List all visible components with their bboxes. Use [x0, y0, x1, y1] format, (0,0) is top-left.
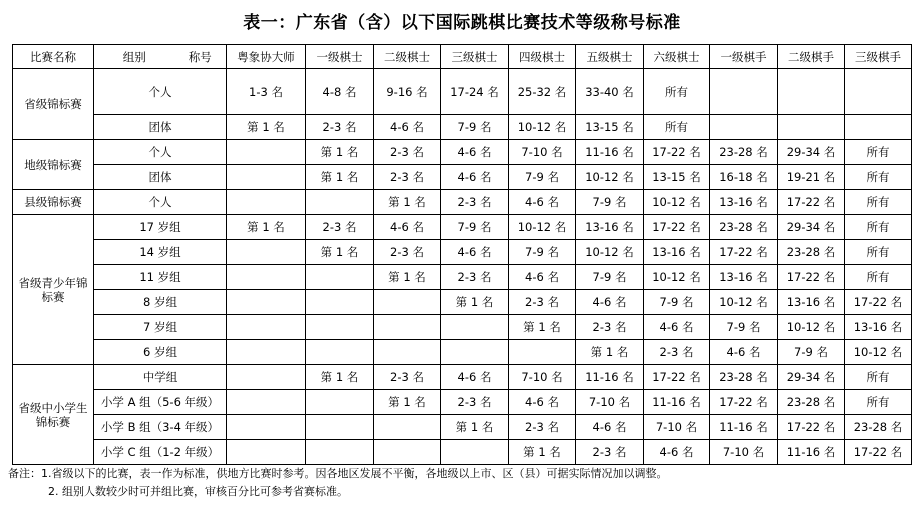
grade-cell: 4-6 名: [374, 115, 441, 140]
grade-cell: 29-34 名: [778, 215, 845, 240]
grade-standards-table: [12, 44, 912, 465]
grade-cell: 7-9 名: [644, 290, 710, 315]
grade-cell: [778, 69, 845, 115]
grade-cell: 33-40 名: [576, 69, 644, 115]
grade-cell: 第 1 名: [306, 365, 374, 390]
grade-cell: 第 1 名: [306, 240, 374, 265]
group-cell: 小学 C 组（1-2 年级）: [94, 440, 227, 465]
grade-cell: [374, 290, 441, 315]
table-row: [13, 315, 912, 340]
grade-cell: [374, 440, 441, 465]
header-cell: 一级棋士: [306, 45, 374, 69]
grade-cell: 2-3 名: [374, 140, 441, 165]
category-cell: 省级中小学生锦标赛: [13, 365, 94, 465]
header-cell: 比赛名称: [13, 45, 94, 69]
grade-cell: 2-3 名: [306, 215, 374, 240]
grade-cell: 10-12 名: [778, 315, 845, 340]
grade-cell: 10-12 名: [509, 115, 576, 140]
grade-cell: [227, 290, 306, 315]
table-row: [13, 440, 912, 465]
grade-cell: 2-3 名: [509, 415, 576, 440]
grade-cell: 7-9 名: [509, 240, 576, 265]
grade-cell: 4-6 名: [441, 140, 509, 165]
grade-cell: 23-28 名: [710, 365, 778, 390]
grade-cell: 第 1 名: [374, 390, 441, 415]
table-row: [13, 390, 912, 415]
grade-cell: [227, 415, 306, 440]
grade-cell: 17-22 名: [778, 190, 845, 215]
header-cell: 五级棋士: [576, 45, 644, 69]
grade-cell: [778, 115, 845, 140]
grade-cell: 7-10 名: [509, 140, 576, 165]
grade-cell: 2-3 名: [306, 115, 374, 140]
grade-cell: 17-22 名: [710, 390, 778, 415]
table-row: [13, 69, 912, 115]
grade-cell: 23-28 名: [710, 215, 778, 240]
grade-cell: 7-10 名: [644, 415, 710, 440]
grade-cell: 7-9 名: [576, 265, 644, 290]
group-cell: 个人: [94, 190, 227, 215]
grade-cell: 7-10 名: [576, 390, 644, 415]
grade-cell: 23-28 名: [710, 140, 778, 165]
group-cell: 14 岁组: [94, 240, 227, 265]
grade-cell: 所有: [845, 215, 912, 240]
category-cell: 地级锦标赛: [13, 140, 94, 190]
note-1: 备注：1.省级以下的比赛，表一作为标准，供地方比赛时参考。因各地区发展不平衡，各地级以上市、区（县）可据实际情况加以调整。: [8, 467, 668, 480]
group-cell: 团体: [94, 115, 227, 140]
grade-cell: 11-16 名: [710, 415, 778, 440]
header-cell: 三级棋士: [441, 45, 509, 69]
grade-cell: [441, 315, 509, 340]
group-cell: 团体: [94, 165, 227, 190]
group-cell: 小学 B 组（3-4 年级）: [94, 415, 227, 440]
grade-cell: 2-3 名: [374, 365, 441, 390]
grade-cell: [306, 315, 374, 340]
grade-cell: 11-16 名: [576, 365, 644, 390]
grade-cell: 第 1 名: [509, 315, 576, 340]
grade-cell: 4-6 名: [576, 290, 644, 315]
header-cell: 三级棋手: [845, 45, 912, 69]
grade-cell: 16-18 名: [710, 165, 778, 190]
grade-cell: 11-16 名: [576, 140, 644, 165]
grade-cell: [306, 390, 374, 415]
group-cell: 6 岁组: [94, 340, 227, 365]
grade-cell: 2-3 名: [374, 165, 441, 190]
grade-cell: [227, 340, 306, 365]
grade-cell: 4-6 名: [576, 415, 644, 440]
table-row: [13, 215, 912, 240]
grade-cell: [374, 340, 441, 365]
grade-cell: [374, 315, 441, 340]
grade-cell: 4-6 名: [441, 165, 509, 190]
group-cell: 个人: [94, 69, 227, 115]
grade-cell: [227, 240, 306, 265]
grade-cell: 23-28 名: [845, 415, 912, 440]
grade-cell: 7-9 名: [441, 115, 509, 140]
grade-cell: [374, 415, 441, 440]
grade-cell: [227, 190, 306, 215]
grade-cell: 2-3 名: [509, 290, 576, 315]
category-cell: 省级青少年锦标赛: [13, 215, 94, 365]
grade-cell: 第 1 名: [374, 265, 441, 290]
grade-cell: 所有: [845, 190, 912, 215]
grade-cell: 10-12 名: [845, 340, 912, 365]
grade-cell: [306, 415, 374, 440]
grade-cell: 4-6 名: [374, 215, 441, 240]
table-title: 表一：广东省（含）以下国际跳棋比赛技术等级称号标准: [243, 13, 681, 33]
header-cell: 六级棋士: [644, 45, 710, 69]
header-cell: 称号: [175, 45, 227, 69]
grade-cell: 10-12 名: [576, 240, 644, 265]
grade-cell: 第 1 名: [509, 440, 576, 465]
group-cell: 8 岁组: [94, 290, 227, 315]
grade-cell: [306, 190, 374, 215]
grade-cell: 所有: [845, 365, 912, 390]
grade-cell: [306, 290, 374, 315]
grade-cell: [441, 340, 509, 365]
grade-cell: 4-6 名: [441, 240, 509, 265]
grade-cell: 7-10 名: [509, 365, 576, 390]
grade-cell: 10-12 名: [509, 215, 576, 240]
group-cell: 7 岁组: [94, 315, 227, 340]
grade-cell: 第 1 名: [227, 215, 306, 240]
grade-cell: 1-3 名: [227, 69, 306, 115]
group-cell: 11 岁组: [94, 265, 227, 290]
grade-cell: 13-16 名: [576, 215, 644, 240]
grade-cell: 10-12 名: [644, 265, 710, 290]
group-cell: 小学 A 组（5-6 年级）: [94, 390, 227, 415]
grade-cell: 2-3 名: [644, 340, 710, 365]
grade-cell: 第 1 名: [441, 415, 509, 440]
grade-cell: 17-22 名: [644, 140, 710, 165]
header-cell: 粤象协大师: [227, 45, 306, 69]
table-row: [13, 140, 912, 165]
category-cell: 县级锦标赛: [13, 190, 94, 215]
grade-cell: 17-22 名: [845, 440, 912, 465]
grade-cell: [845, 115, 912, 140]
grade-cell: 7-9 名: [576, 190, 644, 215]
grade-cell: 第 1 名: [374, 190, 441, 215]
grade-cell: 10-12 名: [576, 165, 644, 190]
grade-cell: 2-3 名: [374, 240, 441, 265]
table-row: [13, 365, 912, 390]
grade-cell: 17-22 名: [778, 415, 845, 440]
grade-cell: [710, 115, 778, 140]
header-cell: 组别: [94, 45, 175, 69]
grade-cell: 所有: [644, 115, 710, 140]
table-row: [13, 265, 912, 290]
header-cell: 一级棋手: [710, 45, 778, 69]
grade-cell: [509, 340, 576, 365]
grade-cell: 13-16 名: [710, 265, 778, 290]
grade-cell: 11-16 名: [778, 440, 845, 465]
grade-cell: 4-6 名: [509, 190, 576, 215]
grade-cell: 第 1 名: [306, 165, 374, 190]
grade-cell: 所有: [845, 390, 912, 415]
notes: [8, 465, 668, 501]
header-cell: 二级棋士: [374, 45, 441, 69]
grade-cell: 2-3 名: [576, 315, 644, 340]
grade-cell: [227, 440, 306, 465]
grade-cell: 7-9 名: [441, 215, 509, 240]
grade-cell: 4-6 名: [441, 365, 509, 390]
grade-cell: 23-28 名: [778, 240, 845, 265]
grade-cell: 第 1 名: [441, 290, 509, 315]
grade-cell: 所有: [845, 240, 912, 265]
grade-cell: 25-32 名: [509, 69, 576, 115]
grade-cell: 所有: [644, 69, 710, 115]
grade-cell: [306, 265, 374, 290]
group-cell: 个人: [94, 140, 227, 165]
grade-cell: 所有: [845, 265, 912, 290]
grade-cell: 7-9 名: [710, 315, 778, 340]
grade-cell: 第 1 名: [576, 340, 644, 365]
grade-cell: 17-22 名: [644, 215, 710, 240]
grade-cell: 17-22 名: [845, 290, 912, 315]
grade-cell: 29-34 名: [778, 140, 845, 165]
grade-cell: 17-22 名: [644, 365, 710, 390]
grade-cell: 2-3 名: [441, 390, 509, 415]
grade-cell: 7-9 名: [778, 340, 845, 365]
grade-cell: 17-22 名: [710, 240, 778, 265]
grade-cell: 17-24 名: [441, 69, 509, 115]
grade-cell: [227, 315, 306, 340]
table-row: [13, 290, 912, 315]
table-row: [13, 340, 912, 365]
grade-cell: 4-6 名: [710, 340, 778, 365]
header-row: [13, 45, 912, 69]
grade-cell: [227, 365, 306, 390]
grade-cell: 13-16 名: [644, 240, 710, 265]
grade-cell: 所有: [845, 165, 912, 190]
grade-cell: [845, 69, 912, 115]
grade-cell: 所有: [845, 140, 912, 165]
grade-cell: 4-8 名: [306, 69, 374, 115]
grade-cell: 29-34 名: [778, 365, 845, 390]
grade-cell: [227, 140, 306, 165]
table-row: [13, 115, 912, 140]
grade-cell: 9-16 名: [374, 69, 441, 115]
grade-cell: 4-6 名: [644, 440, 710, 465]
grade-cell: [227, 390, 306, 415]
table-row: [13, 240, 912, 265]
grade-cell: 7-10 名: [710, 440, 778, 465]
grade-cell: 13-16 名: [778, 290, 845, 315]
grade-cell: 23-28 名: [778, 390, 845, 415]
group-cell: 中学组: [94, 365, 227, 390]
grade-cell: 4-6 名: [644, 315, 710, 340]
grade-cell: 13-16 名: [845, 315, 912, 340]
grade-cell: 19-21 名: [778, 165, 845, 190]
grade-cell: 17-22 名: [778, 265, 845, 290]
grade-cell: 13-15 名: [576, 115, 644, 140]
grade-cell: 2-3 名: [441, 190, 509, 215]
grade-cell: 第 1 名: [306, 140, 374, 165]
grade-cell: 2-3 名: [441, 265, 509, 290]
header-cell: 二级棋手: [778, 45, 845, 69]
grade-cell: 7-9 名: [509, 165, 576, 190]
header-cell: 四级棋士: [509, 45, 576, 69]
grade-cell: 第 1 名: [227, 115, 306, 140]
grade-cell: 2-3 名: [576, 440, 644, 465]
grade-cell: [306, 440, 374, 465]
grade-cell: 13-15 名: [644, 165, 710, 190]
grade-cell: 10-12 名: [644, 190, 710, 215]
grade-cell: [227, 265, 306, 290]
group-cell: 17 岁组: [94, 215, 227, 240]
grade-cell: [441, 440, 509, 465]
grade-cell: 4-6 名: [509, 390, 576, 415]
grade-cell: [710, 69, 778, 115]
grade-cell: 13-16 名: [710, 190, 778, 215]
table-row: [13, 190, 912, 215]
grade-cell: [306, 340, 374, 365]
grade-cell: 10-12 名: [710, 290, 778, 315]
grade-cell: [227, 165, 306, 190]
grade-cell: 11-16 名: [644, 390, 710, 415]
category-cell: 省级锦标赛: [13, 69, 94, 140]
table-row: [13, 165, 912, 190]
grade-cell: 4-6 名: [509, 265, 576, 290]
note-2: 2. 组别人数较少时可并组比赛，审核百分比可参考省赛标准。: [48, 485, 348, 498]
table-row: [13, 415, 912, 440]
